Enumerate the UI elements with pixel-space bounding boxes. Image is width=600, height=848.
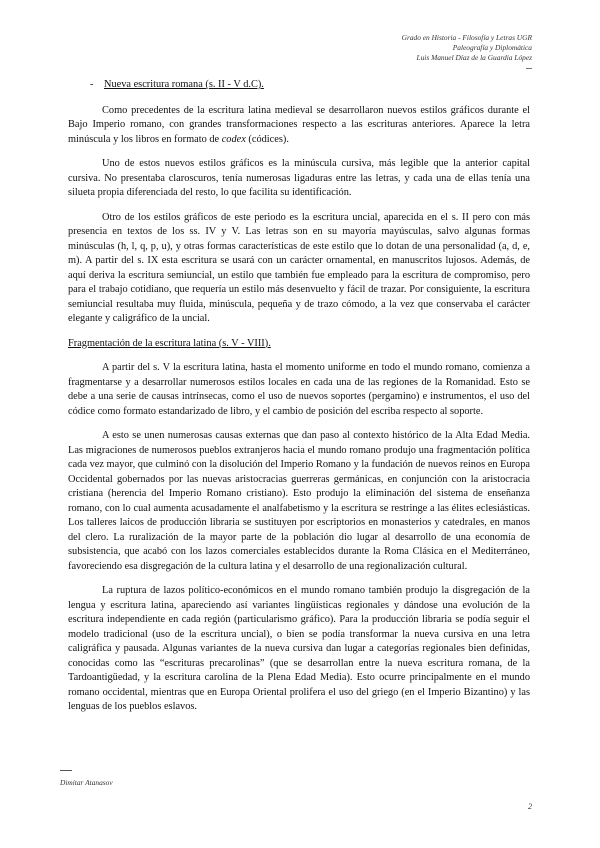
bullet-dash: - — [90, 79, 94, 90]
section-title: Nueva escritura romana (s. II - V d.C). — [104, 79, 264, 90]
paragraph: Uno de estos nuevos estilos gráficos es la minúscula cursiva, más legible que la anterior capital cursiva. No presentaba claroscuros, tenía numerosas ligaduras entre las letras, y cada una de ellas tenía una silueta propia diferenciada del resto, lo que facilita su identificación. — [68, 158, 530, 198]
paragraph-text: (códices). — [245, 133, 289, 145]
page-footer — [60, 770, 113, 787]
header-line-course: Paleografía y Diplomática — [452, 43, 532, 52]
page-header — [402, 33, 532, 69]
footer-rule — [60, 770, 72, 771]
paragraph: Otro de los estilos gráficos de este periodo es la escritura uncial, aparecida en el s. II pero con más presencia en textos de los ss. IV y V. Las letras son en su mayoría mayúsculas, salvo algunas formas minúsculas (h, l, q, p, u), y otras formas características de este estilo que lo dotan de una personalidad (a, d, e, m). A partir del s. IX esta escritura se usará con un carácter ornamental, en manuscritos lujosos. Además, de aquí deriva la escritura semiuncial, un estilo que también fue empleado para la escritura de compromiso, pero para el trabajo cotidiano, que requería un estilo más desenvuelto y fácil de trazar. Por consiguiente, la escritura semiuncial resultaba muy fluida, minúscula, pequeña y de trazo cómodo, a la vez que conservaba el carácter elegante y caligráfico de la uncial. — [68, 211, 530, 324]
section-heading-nueva-escritura — [90, 78, 530, 93]
paragraph: A esto se unen numerosas causas externas que dan paso al contexto histórico de la Alta Edad Media. Las migraciones de numerosos pueblos extranjeros hacia el mundo romano produjo una fragmentación política cada vez mayor, que culminó con la disolución del Imperio Romano y la fundación de nuevos reinos en Europa Occidental gobernados por las nuevas aristocracias guerreras germánicas, en conjunción con la aristocracia cristiana (herencia del Imperio Romano cristiano). Esto produjo la eliminación del sistema de enseñanza romano, con lo cual aumenta acusadamente el analfabetismo y la escritura se restringe a las élites eclesiásticas. Los talleres laicos de producción libraria se sustituyen por escriptorios en monasterios y catedrales, en manos del clero. La ruralización de la mayor parte de la población dio lugar al desarrollo de una economía de subsistencia, que acabó con los lazos comerciales establecidos durante la Roma Clásica en el Mediterráneo, favoreciendo esa disgregación de la cultura latina y el desarrollo de una regionalización cultural. — [68, 430, 530, 572]
paragraph — [68, 104, 530, 148]
paragraph-italic-term: codex — [221, 133, 246, 145]
section-title: Fragmentación de la escritura latina (s. V - VIII). — [68, 337, 271, 349]
footer-author: Dimitar Atanasov — [60, 778, 113, 787]
document-body — [68, 78, 530, 725]
paragraph: A partir del s. V la escritura latina, hasta el momento uniforme en todo el mundo romano, comienza a fragmentarse y a desarrollar numerosos estilos locales en cada una de las regiones de la Romanidad. Esto se debe a una serie de causas intrínsecas, como el uso de nuevos soportes (pergamino) e instrumentos, el uso del códice como formato estandarizado de libro, y el cambio de posición del escriba respecto al soporte. — [68, 362, 530, 417]
section-heading-fragmentacion — [68, 337, 530, 352]
paragraph-text: Como precedentes de la escritura latina medieval se desarrollaron nuevos estilos gráficos durante el Bajo Imperio romano, con grandes transformaciones respecto a las escrituras anteriores. Aparece la letra minúscula y los libros en formato de — [68, 104, 530, 145]
header-line-degree: Grado en Historia - Filosofía y Letras UGR — [401, 33, 532, 42]
page-number: 2 — [528, 802, 532, 811]
paragraph: La ruptura de lazos político-económicos en el mundo romano también produjo la disgregación de la lengua y escritura latina, apareciendo así variantes lingüísticas regionales y dándose una evolución de la escritura independiente en cada región (particularismo gráfico). Para la producción libraria se podía seguir el modelo tradicional (uso de la escritura uncial), o bien se podía transformar la nueva cursiva en una letra caligráfica y pausada. Algunas variantes de la nueva cursiva dan lugar a categorías regionales bien definidas, conocidas como las “escrituras precarolinas” (que se desarrollan entre la nueva escritura romana, de la Tardoantigüedad, y la escritura carolina de la Plena Edad Media). Esto ocurre principalmente en el mundo romano occidental, mientras que en Europa Oriental prolifera el uso del griego (en el Imperio Bizantino) y las lenguas de los pueblos eslavos. — [68, 585, 530, 712]
header-line-author: Luis Manuel Díaz de la Guardia López — [416, 53, 532, 62]
header-rule — [526, 68, 532, 69]
